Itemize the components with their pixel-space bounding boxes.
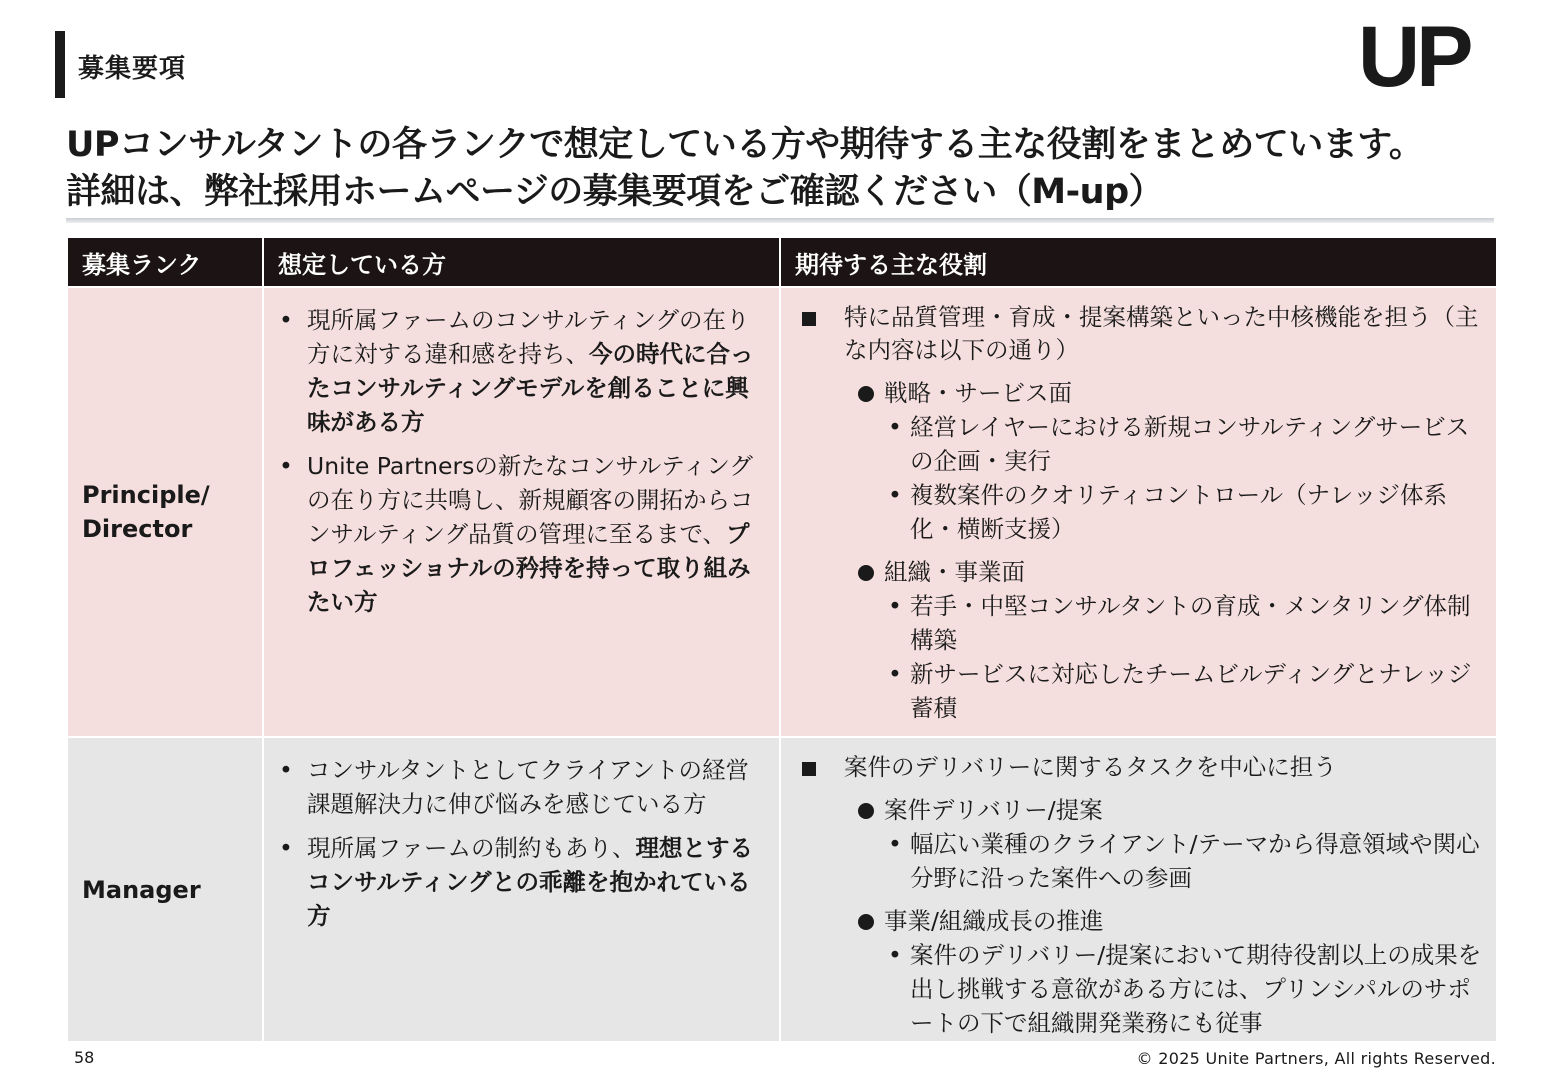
persona-item [279, 831, 768, 933]
table-row [67, 287, 1497, 737]
persona-text: 現所属ファームのコンサルティングの在り方に対する違和感を持ち、 [307, 306, 750, 368]
role-item [796, 589, 1487, 657]
company-logo: UP [1358, 9, 1470, 105]
bullet-icon: • [279, 452, 293, 480]
role-main-text: 案件のデリバリーに関するタスクを中心に担う [844, 753, 1337, 781]
rank-cell [67, 737, 263, 1042]
recruitment-rank-table [66, 236, 1498, 1043]
role-item-text: 案件のデリバリー/提案において期待役割以上の成果を出し挑戦する意欲がある方には、プリンシパルのサポートの下で組織開発業務にも従事 [910, 941, 1482, 1037]
copyright-notice: © 2025 Unite Partners, All rights Reserved. [1136, 1049, 1496, 1068]
square-bullet-icon [802, 312, 816, 326]
role-item [796, 478, 1487, 546]
square-bullet-icon [802, 762, 816, 776]
persona-cell [263, 287, 780, 737]
headline-line-1: UPコンサルタントの各ランクで想定している方や期待する主な役割をまとめています。 [66, 125, 1424, 165]
role-main-text: 特に品質管理・育成・提案構築といった中核機能を担う（主な内容は以下の通り） [844, 303, 1479, 364]
table-header-row [67, 237, 1497, 287]
bullet-icon: • [888, 592, 902, 620]
bullet-icon: • [888, 941, 902, 969]
role-item-text: 若手・中堅コンサルタントの育成・メンタリング体制構築 [910, 592, 1471, 654]
page-number: 58 [74, 1048, 95, 1067]
role-item [796, 410, 1487, 478]
rank-label-line-1: Principle/ [82, 481, 210, 509]
persona-emphasis: 今の時代に合ったコンサルティングモデルを創ることに興味がある方 [307, 340, 754, 436]
roles-block [782, 289, 1495, 725]
role-category-title: 案件デリバリー/提案 [884, 796, 1103, 824]
bullet-icon: • [279, 756, 293, 784]
circle-bullet-icon [858, 803, 874, 819]
role-item-text: 幅広い業種のクライアント/テーマから得意領域や関心分野に沿った案件への参画 [910, 830, 1480, 892]
role-item [796, 657, 1487, 725]
persona-emphasis: 理想とするコンサルティングとの乖離を抱かれている方 [307, 834, 754, 930]
role-item [796, 827, 1487, 895]
role-category-title: 事業/組織成長の推進 [884, 907, 1104, 935]
persona-item [279, 449, 768, 619]
roles-block [782, 739, 1495, 1040]
role-main [796, 751, 1487, 784]
bullet-icon: • [888, 481, 902, 509]
circle-bullet-icon [858, 565, 874, 581]
column-header-persona: 想定している方 [263, 237, 780, 287]
rank-label-line-2: Director [82, 515, 193, 543]
headline-line-2: 詳細は、弊社採用ホームページの募集要項をご確認ください（M-up） [66, 172, 1164, 212]
role-category [796, 556, 1487, 589]
role-category [796, 905, 1487, 938]
role-item-text: 経営レイヤーにおける新規コンサルティングサービスの企画・実行 [910, 413, 1470, 475]
persona-list [265, 739, 778, 933]
role-category [796, 794, 1487, 827]
persona-text: コンサルタントとしてクライアントの経営課題解決力に伸び悩みを感じている方 [307, 756, 750, 818]
role-item-text: 複数案件のクオリティコントロール（ナレッジ体系化・横断支援） [910, 481, 1447, 543]
rank-label-line-1: Manager [82, 875, 201, 904]
bullet-icon: • [888, 830, 902, 858]
persona-list [265, 289, 778, 619]
role-category-title: 戦略・サービス面 [884, 379, 1072, 407]
persona-text: 現所属ファームの制約もあり、 [307, 834, 636, 862]
circle-bullet-icon [858, 386, 874, 402]
bullet-icon: • [888, 660, 902, 688]
rank-cell [67, 287, 263, 737]
roles-cell [780, 287, 1497, 737]
role-category-title: 組織・事業面 [884, 558, 1025, 586]
role-category [796, 377, 1487, 410]
section-marker-bar [55, 31, 65, 98]
bullet-icon: • [888, 413, 902, 441]
table-row [67, 737, 1497, 1042]
persona-item [279, 753, 768, 821]
section-title: 募集要項 [78, 54, 187, 84]
persona-cell [263, 737, 780, 1042]
persona-emphasis: プロフェッショナルの矜持を持って取り組みたい方 [307, 520, 751, 616]
role-item [796, 938, 1487, 1040]
circle-bullet-icon [858, 914, 874, 930]
bullet-icon: • [279, 834, 293, 862]
headline [66, 122, 1506, 216]
persona-text: Unite Partnersの新たなコンサルティングの在り方に共鳴し、新規顧客の開拓からコンサルティング品質の管理に至るまで、 [307, 452, 754, 548]
column-header-roles: 期待する主な役割 [780, 237, 1497, 287]
roles-cell [780, 737, 1497, 1042]
role-item-text: 新サービスに対応したチームビルディングとナレッジ蓄積 [910, 660, 1472, 722]
bullet-icon: • [279, 306, 293, 334]
role-main [796, 301, 1487, 367]
persona-item [279, 303, 768, 439]
headline-divider [66, 218, 1494, 223]
column-header-rank: 募集ランク [67, 237, 263, 287]
